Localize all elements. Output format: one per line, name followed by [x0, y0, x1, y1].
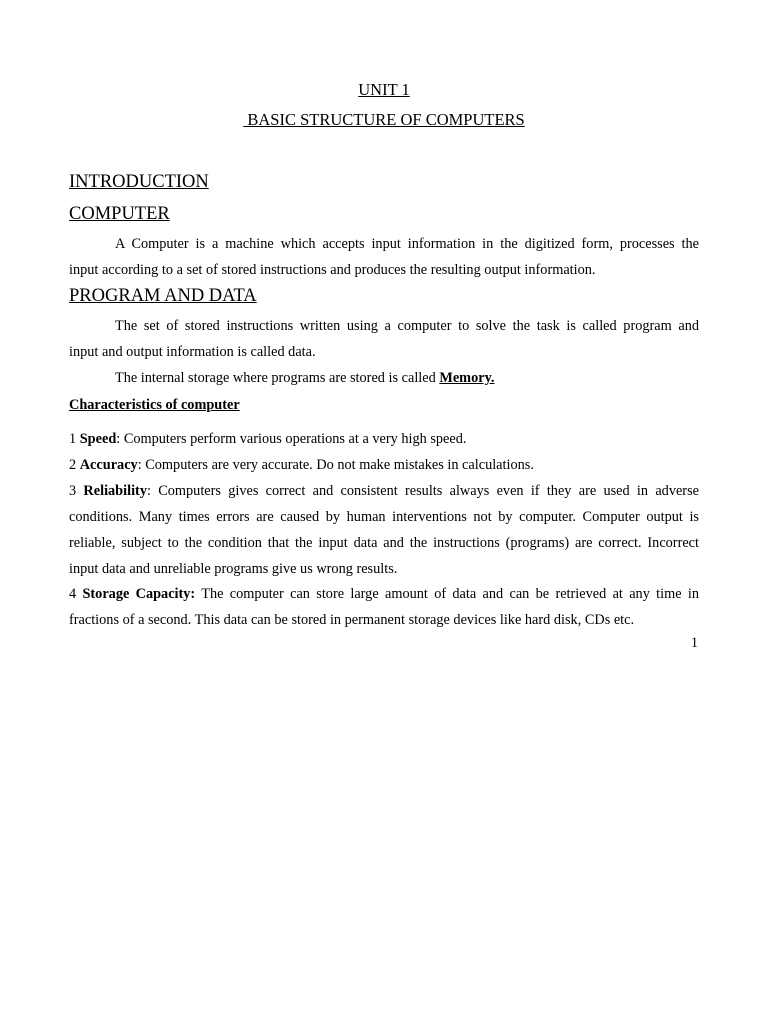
section-heading-introduction: INTRODUCTION — [69, 172, 209, 192]
speed-text: : Computers perform various operations at a very high speed. — [116, 431, 467, 447]
section-heading-computer: COMPUTER — [69, 204, 170, 224]
accuracy-text: : Computers are very accurate. Do not make mistakes in calculations. — [137, 457, 534, 473]
reliability-line-3: reliable, subject to the condition that the input data and the instructions (programs) are correct. Incorrect — [69, 535, 699, 551]
program-paragraph-line-1: The set of stored instructions written using a computer to solve the task is called program and — [115, 318, 699, 334]
characteristic-storage-capacity — [69, 585, 699, 603]
characteristics-heading-text: Characteristics of computer — [69, 397, 240, 413]
storage-number: 4 — [69, 586, 83, 602]
accuracy-term: Accuracy — [79, 457, 138, 473]
section-heading-program-and-data: PROGRAM AND DATA — [69, 286, 257, 306]
storage-term: Storage Capacity: — [82, 586, 196, 602]
reliability-text: : Computers gives correct and consistent results always even if they are used in adverse — [146, 483, 699, 499]
speed-term: Speed — [79, 431, 117, 447]
accuracy-number: 2 — [69, 457, 80, 473]
reliability-number: 3 — [69, 483, 84, 499]
reliability-line-4: input data and unreliable programs give us wrong results. — [69, 561, 398, 577]
memory-term: Memory. — [439, 370, 495, 386]
reliability-line-2: conditions. Many times errors are caused by human interventions not by computer. Computer output is — [69, 509, 699, 525]
speed-number: 1 — [69, 431, 80, 447]
storage-line-2: fractions of a second. This data can be stored in permanent storage devices like hard disk, CDs etc. — [69, 612, 635, 628]
characteristic-speed — [69, 430, 699, 448]
characteristics-heading — [69, 396, 699, 414]
memory-sentence-text: The internal storage where programs are stored is called — [115, 370, 440, 386]
characteristic-reliability — [69, 482, 699, 500]
memory-sentence — [115, 369, 699, 387]
unit-heading: UNIT 1 — [358, 80, 410, 99]
storage-text: The computer can store large amount of data and can be retrieved at any time in — [195, 586, 700, 602]
reliability-term: Reliability — [83, 483, 147, 499]
page-title: BASIC STRUCTURE OF COMPUTERS — [243, 110, 525, 129]
computer-paragraph-line-2: input according to a set of stored instructions and produces the resulting output information. — [69, 262, 596, 278]
page-number: 1 — [690, 635, 698, 651]
characteristic-accuracy — [69, 456, 699, 474]
program-paragraph-line-2: input and output information is called data. — [69, 344, 316, 360]
computer-paragraph-line-1: A Computer is a machine which accepts input information in the digitized form, processes the — [115, 236, 699, 252]
